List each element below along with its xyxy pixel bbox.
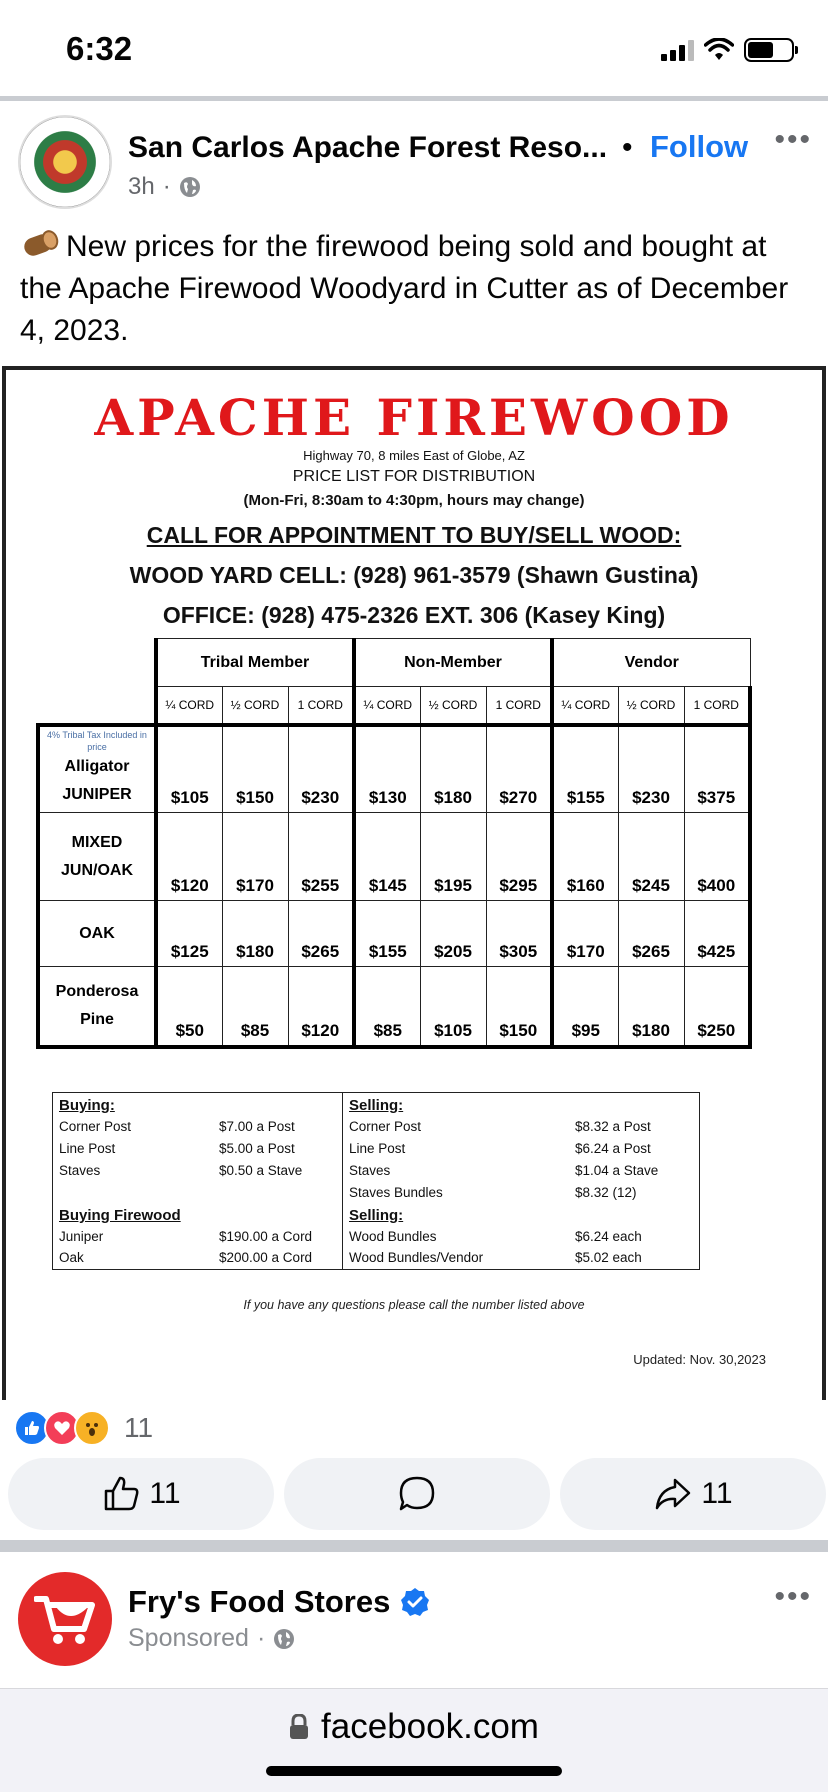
- price-cell: $120: [288, 967, 354, 1047]
- price-cell: $230: [288, 725, 354, 813]
- price-cell: $145: [354, 813, 420, 901]
- price-cell: $305: [486, 901, 552, 967]
- price-cell: $270: [486, 725, 552, 813]
- sponsored-label: Sponsored: [128, 1624, 249, 1652]
- buying-firewood-item: Oak $200.00 a Cord: [59, 1250, 313, 1265]
- cord-header: 1 CORD: [684, 687, 750, 725]
- price-cell: $85: [354, 967, 420, 1047]
- selling-item: Line Post $6.24 a Post: [349, 1141, 651, 1156]
- post-caption: New prices for the firewood being sold and bought at the Apache Firewood Woodyard in Cutter as of December 4, 2023.: [20, 230, 789, 347]
- table-row: [38, 813, 750, 901]
- price-cell: $160: [552, 813, 618, 901]
- meta-dot: ·: [162, 173, 171, 200]
- price-list-title: APACHE FIREWOOD: [94, 388, 734, 447]
- price-cell: $130: [354, 725, 420, 813]
- url-domain: facebook.com: [321, 1707, 539, 1746]
- price-list-hours: (Mon-Fri, 8:30am to 4:30pm, hours may change): [243, 492, 585, 509]
- share-count: 11: [701, 1477, 733, 1510]
- tax-note: 4% Tribal Tax Included in price: [47, 730, 147, 753]
- globe-icon: [179, 176, 201, 198]
- cellular-signal-icon: [661, 39, 694, 61]
- selling-item: Staves Bundles $8.32 (12): [349, 1185, 637, 1200]
- status-time: 6:32: [66, 30, 133, 67]
- post-meta: [128, 173, 201, 201]
- post-text: [20, 226, 810, 352]
- more-options-icon[interactable]: •••: [774, 123, 812, 156]
- price-cell: $155: [552, 725, 618, 813]
- price-list-location: Highway 70, 8 miles East of Globe, AZ: [303, 448, 525, 463]
- price-cell: $170: [552, 901, 618, 967]
- selling-heading-2: Selling:: [349, 1207, 404, 1224]
- price-cell: $120: [156, 813, 222, 901]
- selling-item: Staves $1.04 a Stave: [349, 1163, 659, 1178]
- post-divider: [0, 1540, 828, 1552]
- page-avatar[interactable]: [18, 115, 112, 209]
- sponsored-page-name[interactable]: Fry's Food Stores: [128, 1584, 430, 1620]
- cord-header: ¼ CORD: [156, 687, 222, 725]
- price-cell: $150: [486, 967, 552, 1047]
- wow-reaction-icon: [74, 1410, 110, 1446]
- cord-header: ½ CORD: [420, 687, 486, 725]
- meta-dot: ·: [256, 1624, 266, 1652]
- buying-heading: Buying:: [59, 1097, 115, 1114]
- comment-button[interactable]: [284, 1458, 550, 1530]
- selling-item: Corner Post $8.32 a Post: [349, 1119, 651, 1134]
- follow-button[interactable]: Follow: [650, 129, 749, 164]
- price-cell: $180: [222, 901, 288, 967]
- price-cell: $105: [156, 725, 222, 813]
- cord-header: ¼ CORD: [552, 687, 618, 725]
- price-list-subtitle: PRICE LIST FOR DISTRIBUTION: [292, 468, 536, 485]
- cord-header: 1 CORD: [288, 687, 354, 725]
- price-cell: $85: [222, 967, 288, 1047]
- shopping-cart-icon: [34, 1591, 96, 1647]
- price-cell: $425: [684, 901, 750, 967]
- cord-header: ½ CORD: [222, 687, 288, 725]
- cord-header: 1 CORD: [486, 687, 552, 725]
- price-cell: $95: [552, 967, 618, 1047]
- buying-item: Staves $0.50 a Stave: [59, 1163, 303, 1178]
- like-button[interactable]: [8, 1458, 274, 1530]
- cord-header: ½ CORD: [618, 687, 684, 725]
- price-cell: $150: [222, 725, 288, 813]
- price-cell: $255: [288, 813, 354, 901]
- price-list-updated: Updated: Nov. 30,2023: [633, 1352, 766, 1367]
- price-cell: $180: [420, 725, 486, 813]
- wood-type: 4% Tribal Tax Included in price Alligator JUNIPER: [38, 725, 156, 813]
- price-list-image[interactable]: [2, 366, 826, 1400]
- status-bar: [0, 0, 828, 96]
- home-indicator[interactable]: [266, 1766, 562, 1776]
- price-cell: $265: [618, 901, 684, 967]
- selling-item: Wood Bundles $6.24 each: [349, 1229, 642, 1244]
- price-cell: $195: [420, 813, 486, 901]
- selling-heading: Selling:: [349, 1097, 404, 1114]
- selling-item: Wood Bundles/Vendor $5.02 each: [349, 1250, 642, 1265]
- thumbs-up-icon: [101, 1474, 141, 1514]
- group-header: Tribal Member: [156, 639, 354, 687]
- table-row: [38, 967, 750, 1047]
- url-display[interactable]: [0, 1707, 828, 1747]
- price-cell: $50: [156, 967, 222, 1047]
- buying-column: [53, 1093, 343, 1269]
- buy-sell-box: [52, 1092, 700, 1270]
- firewood-log-icon: [20, 230, 60, 260]
- reactions-summary[interactable]: [14, 1408, 153, 1448]
- price-cell: $170: [222, 813, 288, 901]
- post-time: 3h: [128, 173, 155, 200]
- price-cell: $230: [618, 725, 684, 813]
- table-row: [38, 901, 750, 967]
- post-header: [0, 101, 828, 221]
- reaction-count: 11: [124, 1412, 154, 1443]
- price-cell: $295: [486, 813, 552, 901]
- price-list-office: OFFICE: (928) 475-2326 EXT. 306 (Kasey King): [162, 602, 666, 628]
- more-options-icon[interactable]: •••: [774, 1580, 812, 1613]
- comment-icon: [397, 1474, 437, 1514]
- buying-firewood-item: Juniper $190.00 a Cord: [59, 1229, 313, 1244]
- frys-avatar[interactable]: [18, 1572, 112, 1666]
- status-icons: [661, 38, 794, 62]
- price-cell: $205: [420, 901, 486, 967]
- price-cell: $265: [288, 901, 354, 967]
- battery-icon: [744, 38, 794, 62]
- table-row: [38, 725, 750, 813]
- wood-type: Ponderosa Pine: [38, 967, 156, 1047]
- lock-icon: [289, 1714, 309, 1740]
- price-cell: $155: [354, 901, 420, 967]
- page-name[interactable]: San Carlos Apache Forest Reso...: [128, 131, 608, 164]
- browser-url-bar[interactable]: [0, 1688, 828, 1792]
- wood-type: OAK: [38, 901, 156, 967]
- price-table: [36, 638, 752, 1049]
- buying-item: Line Post $5.00 a Post: [59, 1141, 295, 1156]
- price-cell: $375: [684, 725, 750, 813]
- price-cell: $400: [684, 813, 750, 901]
- price-cell: $180: [618, 967, 684, 1047]
- buying-item: Corner Post $7.00 a Post: [59, 1119, 295, 1134]
- price-list-footnote: If you have any questions please call the number listed above: [243, 1298, 585, 1312]
- price-cell: $105: [420, 967, 486, 1047]
- wood-type: MIXED JUN/OAK: [38, 813, 156, 901]
- separator-dot: •: [622, 131, 633, 164]
- globe-icon: [273, 1628, 295, 1650]
- verified-badge-icon: [400, 1587, 430, 1617]
- share-button[interactable]: [560, 1458, 826, 1530]
- buying-firewood-heading: Buying Firewood: [59, 1207, 181, 1224]
- price-list-cell: WOOD YARD CELL: (928) 961-3579 (Shawn Gustina): [129, 562, 699, 588]
- selling-column: [343, 1093, 699, 1269]
- sponsored-meta: [128, 1624, 295, 1653]
- group-header: Non-Member: [354, 639, 552, 687]
- cord-header: ¼ CORD: [354, 687, 420, 725]
- group-header: Vendor: [552, 639, 750, 687]
- price-list-call: CALL FOR APPOINTMENT TO BUY/SELL WOOD:: [146, 522, 682, 548]
- wifi-icon: [704, 38, 734, 62]
- price-cell: $245: [618, 813, 684, 901]
- share-icon: [653, 1474, 693, 1514]
- like-count: 11: [149, 1477, 181, 1510]
- price-cell: $250: [684, 967, 750, 1047]
- price-cell: $125: [156, 901, 222, 967]
